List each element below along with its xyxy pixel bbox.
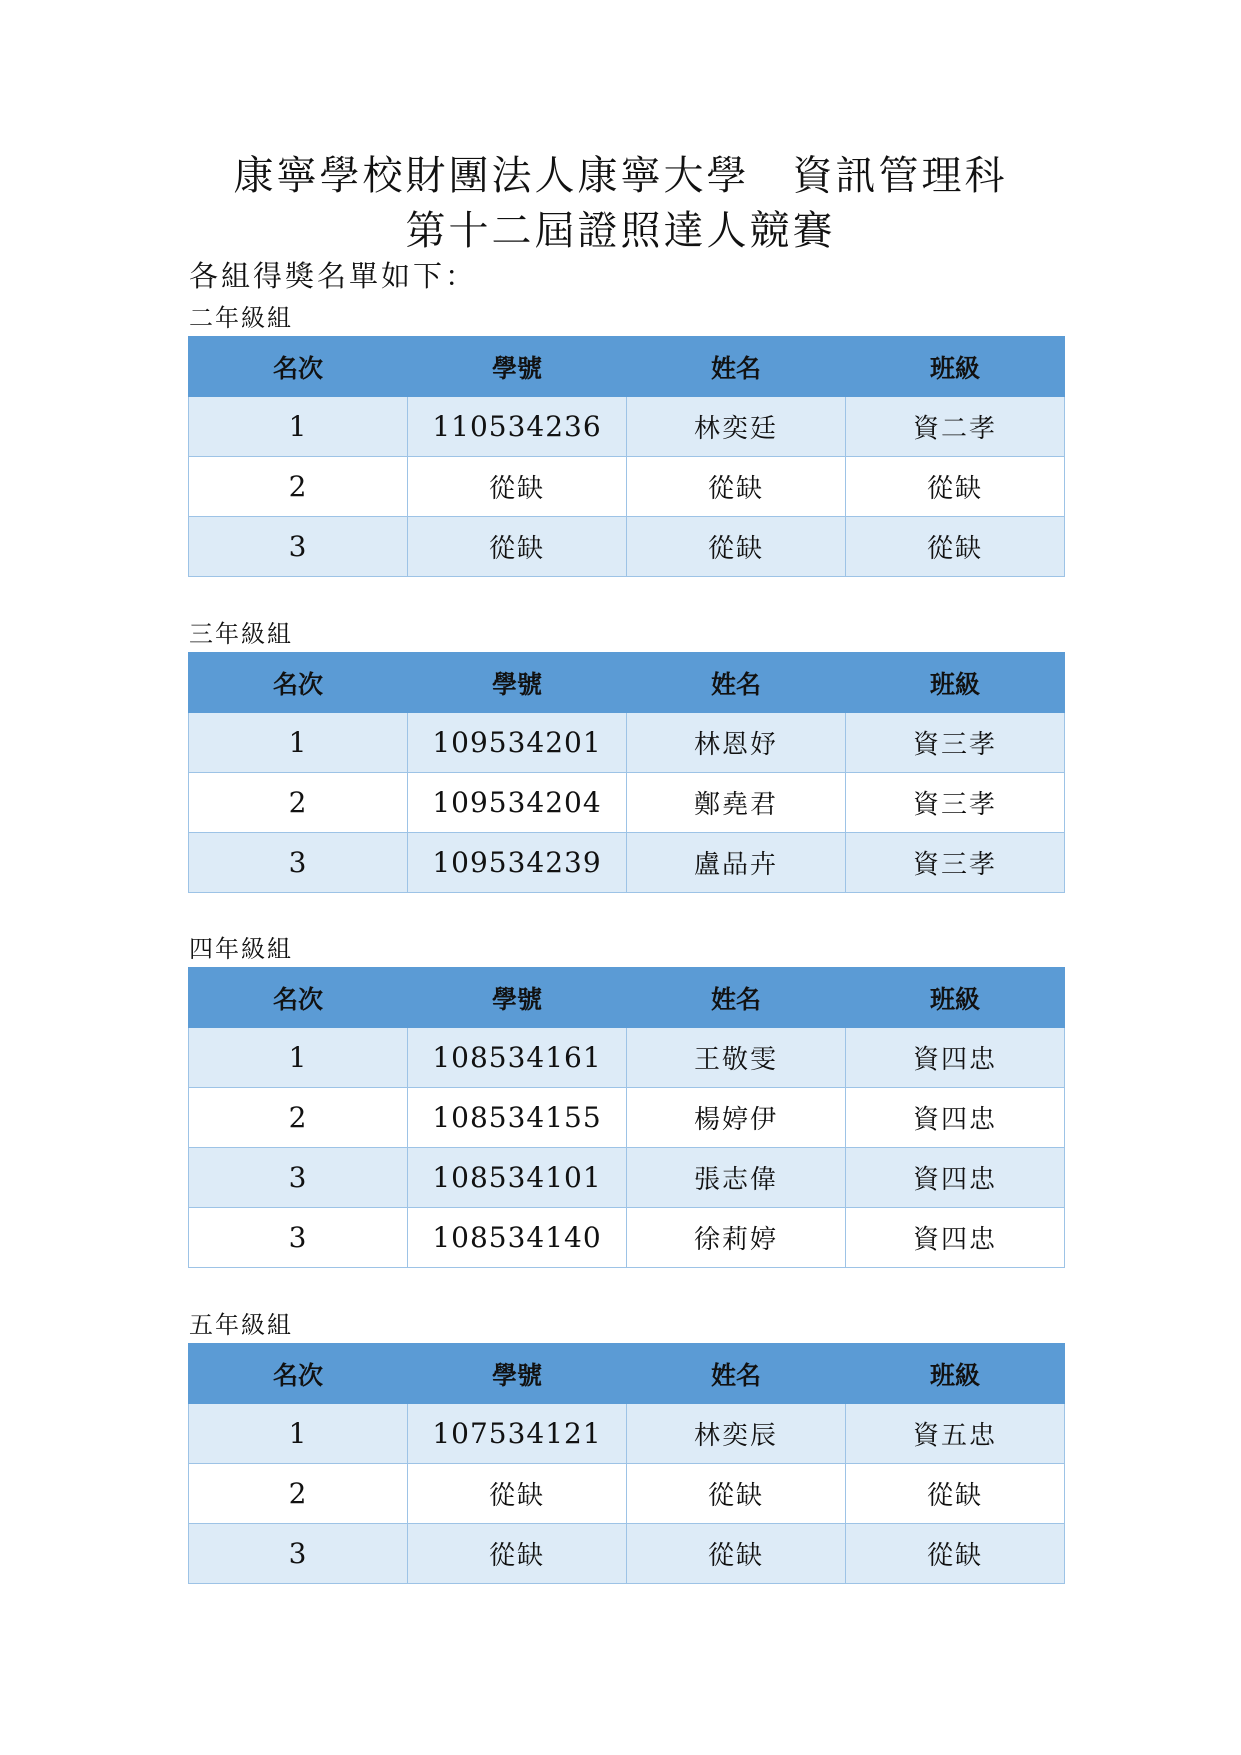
name-cell: 從缺 — [627, 1464, 846, 1524]
column-header-name: 姓名 — [627, 1344, 846, 1404]
column-header-student-id: 學號 — [408, 337, 627, 397]
rank-cell: 2 — [189, 1088, 408, 1148]
table-row — [189, 1088, 1065, 1148]
student-id-cell: 108534101 — [408, 1148, 627, 1208]
name-cell: 從缺 — [627, 517, 846, 577]
rank-cell: 3 — [189, 517, 408, 577]
class-cell: 資四忠 — [846, 1208, 1065, 1268]
table-row — [189, 517, 1065, 577]
name-cell: 林奕廷 — [627, 397, 846, 457]
column-header-name: 姓名 — [627, 653, 846, 713]
student-id-cell: 109534204 — [408, 773, 627, 833]
table-row — [189, 773, 1065, 833]
column-header-rank: 名次 — [189, 968, 408, 1028]
student-id-cell: 108534140 — [408, 1208, 627, 1268]
table-row — [189, 1524, 1065, 1584]
award-table-grade-4 — [188, 967, 1065, 1268]
column-header-rank: 名次 — [189, 337, 408, 397]
column-header-class: 班級 — [846, 653, 1065, 713]
school-dept-title: 康寧學校財團法人康寧大學 資訊管理科 — [233, 153, 1008, 199]
student-id-cell: 從缺 — [408, 517, 627, 577]
class-cell: 從缺 — [846, 1464, 1065, 1524]
column-header-class: 班級 — [846, 337, 1065, 397]
group-label-grade-5: 五年級組 — [189, 1311, 293, 1339]
rank-cell: 2 — [189, 1464, 408, 1524]
class-cell: 從缺 — [846, 517, 1065, 577]
group-label-grade-4: 四年級組 — [189, 935, 293, 963]
student-id-cell: 110534236 — [408, 397, 627, 457]
table-header-row — [189, 337, 1065, 397]
name-cell: 林恩妤 — [627, 713, 846, 773]
class-cell: 從缺 — [846, 1524, 1065, 1584]
table-row — [189, 1404, 1065, 1464]
class-cell: 資四忠 — [846, 1088, 1065, 1148]
column-header-rank: 名次 — [189, 1344, 408, 1404]
name-cell: 從缺 — [627, 1524, 846, 1584]
name-cell: 從缺 — [627, 457, 846, 517]
column-header-rank: 名次 — [189, 653, 408, 713]
rank-cell: 3 — [189, 1148, 408, 1208]
award-table-grade-2 — [188, 336, 1065, 577]
table-row — [189, 1148, 1065, 1208]
name-cell: 盧品卉 — [627, 833, 846, 893]
table-header-row — [189, 653, 1065, 713]
student-id-cell: 108534155 — [408, 1088, 627, 1148]
rank-cell: 2 — [189, 773, 408, 833]
rank-cell: 1 — [189, 713, 408, 773]
competition-title: 第十二屆證照達人競賽 — [405, 208, 836, 254]
rank-cell: 2 — [189, 457, 408, 517]
name-cell: 徐莉婷 — [627, 1208, 846, 1268]
rank-cell: 3 — [189, 1208, 408, 1268]
column-header-student-id: 學號 — [408, 968, 627, 1028]
table-row — [189, 1464, 1065, 1524]
class-cell: 資四忠 — [846, 1028, 1065, 1088]
class-cell: 資五忠 — [846, 1404, 1065, 1464]
table-row — [189, 457, 1065, 517]
column-header-class: 班級 — [846, 968, 1065, 1028]
table-header-row — [189, 968, 1065, 1028]
name-cell: 楊婷伊 — [627, 1088, 846, 1148]
rank-cell: 3 — [189, 1524, 408, 1584]
rank-cell: 3 — [189, 833, 408, 893]
column-header-class: 班級 — [846, 1344, 1065, 1404]
class-cell: 資四忠 — [846, 1148, 1065, 1208]
name-cell: 王敬雯 — [627, 1028, 846, 1088]
group-label-grade-2: 二年級組 — [189, 304, 293, 332]
table-row — [189, 713, 1065, 773]
class-cell: 從缺 — [846, 457, 1065, 517]
rank-cell: 1 — [189, 1028, 408, 1088]
rank-cell: 1 — [189, 397, 408, 457]
student-id-cell: 109534201 — [408, 713, 627, 773]
award-table-grade-3 — [188, 652, 1065, 893]
student-id-cell: 109534239 — [408, 833, 627, 893]
table-header-row — [189, 1344, 1065, 1404]
table-row — [189, 833, 1065, 893]
column-header-student-id: 學號 — [408, 653, 627, 713]
student-id-cell: 108534161 — [408, 1028, 627, 1088]
column-header-name: 姓名 — [627, 337, 846, 397]
class-cell: 資三孝 — [846, 833, 1065, 893]
table-row — [189, 1208, 1065, 1268]
intro-text: 各組得獎名單如下： — [189, 259, 478, 293]
name-cell: 張志偉 — [627, 1148, 846, 1208]
student-id-cell: 從缺 — [408, 1464, 627, 1524]
class-cell: 資三孝 — [846, 773, 1065, 833]
class-cell: 資三孝 — [846, 713, 1065, 773]
student-id-cell: 從缺 — [408, 1524, 627, 1584]
column-header-student-id: 學號 — [408, 1344, 627, 1404]
table-row — [189, 1028, 1065, 1088]
rank-cell: 1 — [189, 1404, 408, 1464]
group-label-grade-3: 三年級組 — [189, 620, 293, 648]
name-cell: 鄭堯君 — [627, 773, 846, 833]
award-table-grade-5 — [188, 1343, 1065, 1584]
student-id-cell: 從缺 — [408, 457, 627, 517]
student-id-cell: 107534121 — [408, 1404, 627, 1464]
name-cell: 林奕辰 — [627, 1404, 846, 1464]
column-header-name: 姓名 — [627, 968, 846, 1028]
table-row — [189, 397, 1065, 457]
class-cell: 資二孝 — [846, 397, 1065, 457]
